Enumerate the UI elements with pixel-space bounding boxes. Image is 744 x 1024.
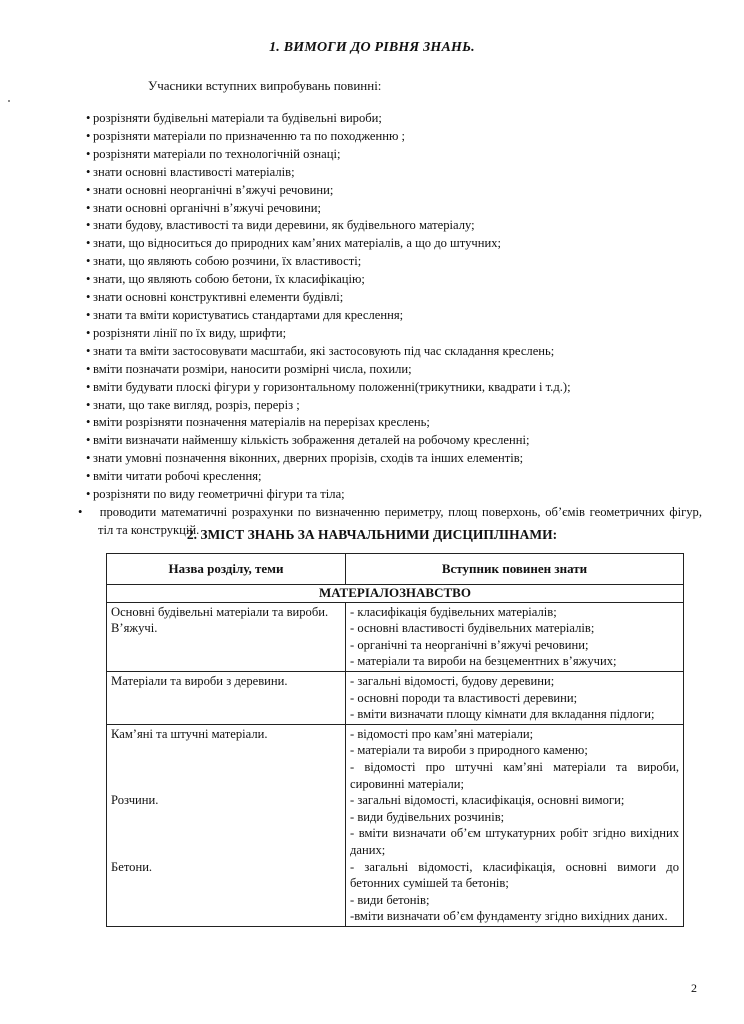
knowledge-item: - загальні відомості, класифікація, основні вимоги; <box>350 793 625 808</box>
knowledge-item: - матеріали та вироби на безцементних в’яжучих; <box>350 654 617 669</box>
knowledge-item: -вміти визначати об’єм фундаменту згідно вихідних даних. <box>350 909 668 924</box>
list-item: • вміти розрізняти позначення матеріалів на перерізах креслень; <box>86 415 430 430</box>
list-item: • знати будову, властивості та види деревини, як будівельного матеріалу; <box>86 218 475 233</box>
knowledge-cell <box>346 724 684 926</box>
list-item: • розрізняти лінії по їх виду, шрифти; <box>86 325 287 340</box>
knowledge-item: - відомості про кам’яні матеріали; <box>350 726 534 741</box>
table-row <box>107 602 684 671</box>
list-item: • знати основні властивості матеріалів; <box>86 164 295 179</box>
topic-cell <box>107 602 346 671</box>
column-header-topic: Назва розділу, теми <box>107 554 346 585</box>
topic-text: Кам’яні та штучні матеріали. <box>111 726 268 741</box>
page-number: 2 <box>691 981 697 995</box>
topic-text: Матеріали та вироби з деревини. <box>111 673 288 688</box>
topic-text: В’яжучі. <box>111 621 158 636</box>
column-header-knowledge: Вступник повинен знати <box>346 554 684 585</box>
table-header-row <box>107 554 684 585</box>
list-item: • знати, що відноситься до природних кам’яних матеріалів, а що до штучних; <box>86 236 501 251</box>
list-item: • знати, що таке вигляд, розріз, переріз ; <box>86 397 300 412</box>
section-1-heading: 1. ВИМОГИ ДО РІВНЯ ЗНАНЬ. <box>269 40 475 55</box>
knowledge-item: - матеріали та вироби з природного каменю; <box>350 743 588 758</box>
scan-speck <box>8 100 10 102</box>
knowledge-cell <box>346 671 684 724</box>
topic-text: Розчини. <box>111 793 159 808</box>
list-item: • знати, що являють собою розчини, їх властивості; <box>86 254 362 269</box>
knowledge-item: - класифікація будівельних матеріалів; <box>350 604 557 619</box>
list-item: • розрізняти матеріали по технологічній ознаці; <box>86 146 341 161</box>
knowledge-item: - відомості про штучні кам’яні матеріали та вироби, сировинні матеріали; <box>350 759 679 791</box>
knowledge-item: - види будівельних розчинів; <box>350 809 505 824</box>
list-item: • знати та вміти застосовувати масштаби, які застосовують під час складання креслень; <box>86 343 555 358</box>
list-item: • розрізняти по виду геометричні фігури та тіла; <box>86 487 345 502</box>
list-item: • знати основні конструктивні елементи будівлі; <box>86 290 344 305</box>
requirements-list <box>78 110 706 540</box>
list-item: • вміти позначати розміри, наносити розмірні числа, похили; <box>86 361 412 376</box>
knowledge-item: - органічні та неорганічні в’яжучі речовини; <box>350 637 589 652</box>
list-item: • вміти визначати найменшу кількість зображення деталей на робочому кресленні; <box>86 433 530 448</box>
knowledge-item: - вміти визначати площу кімнати для вкладання підлоги; <box>350 707 655 722</box>
list-item: • знати та вміти користуватись стандартами для креслення; <box>86 307 404 322</box>
subject-title: МАТЕРІАЛОЗНАВСТВО <box>107 585 684 603</box>
list-item: • вміти читати робочі креслення; <box>86 469 262 484</box>
knowledge-item: - види бетонів; <box>350 892 430 907</box>
list-item: • вміти будувати плоскі фігури у горизонтальному положенні(трикутники, квадрати і т.д.); <box>86 379 571 394</box>
knowledge-item: - загальні відомості, класифікація, основні вимоги до бетонних сумішей та бетонів; <box>350 859 679 891</box>
curriculum-table <box>106 553 684 927</box>
list-item: • знати, що являють собою бетони, їх класифікацію; <box>86 272 365 287</box>
list-item: • знати основні органічні в’яжучі речовини; <box>86 200 322 215</box>
topic-text: Основні будівельні матеріали та вироби. <box>111 604 329 619</box>
knowledge-item: - основні властивості будівельних матеріалів; <box>350 621 595 636</box>
table-row <box>107 724 684 926</box>
knowledge-item: - вміти визначати об’єм штукатурних робіт згідно вихідних даних; <box>350 826 679 857</box>
list-item: • знати основні неорганічні в’яжучі речовини; <box>86 182 334 197</box>
knowledge-item: - загальні відомості, будову деревини; <box>350 673 555 688</box>
list-item: • розрізняти матеріали по призначенню та по походженню ; <box>86 128 406 143</box>
knowledge-item: - основні породи та властивості деревини; <box>350 690 578 705</box>
subject-row <box>107 585 684 603</box>
list-item: • проводити математичні розрахунки по визначенню периметру, площ поверхонь, об’ємів геометричних фігур, тіл та конструкцій. <box>78 504 702 537</box>
topic-text: Бетони. <box>111 859 153 874</box>
table-row <box>107 671 684 724</box>
list-item: • знати умовні позначення віконних, дверних прорізів, сходів та інших елементів; <box>86 451 524 466</box>
section-1-intro: Учасники вступних випробувань повинні: <box>148 78 382 93</box>
list-item: • розрізняти будівельні матеріали та будівельні вироби; <box>86 111 382 125</box>
topic-cell <box>107 724 346 926</box>
knowledge-cell <box>346 602 684 671</box>
topic-cell <box>107 671 346 724</box>
section-2-heading: 2. ЗМІСТ ЗНАНЬ ЗА НАВЧАЛЬНИМИ ДИСЦИПЛІНАМИ: <box>186 527 558 542</box>
